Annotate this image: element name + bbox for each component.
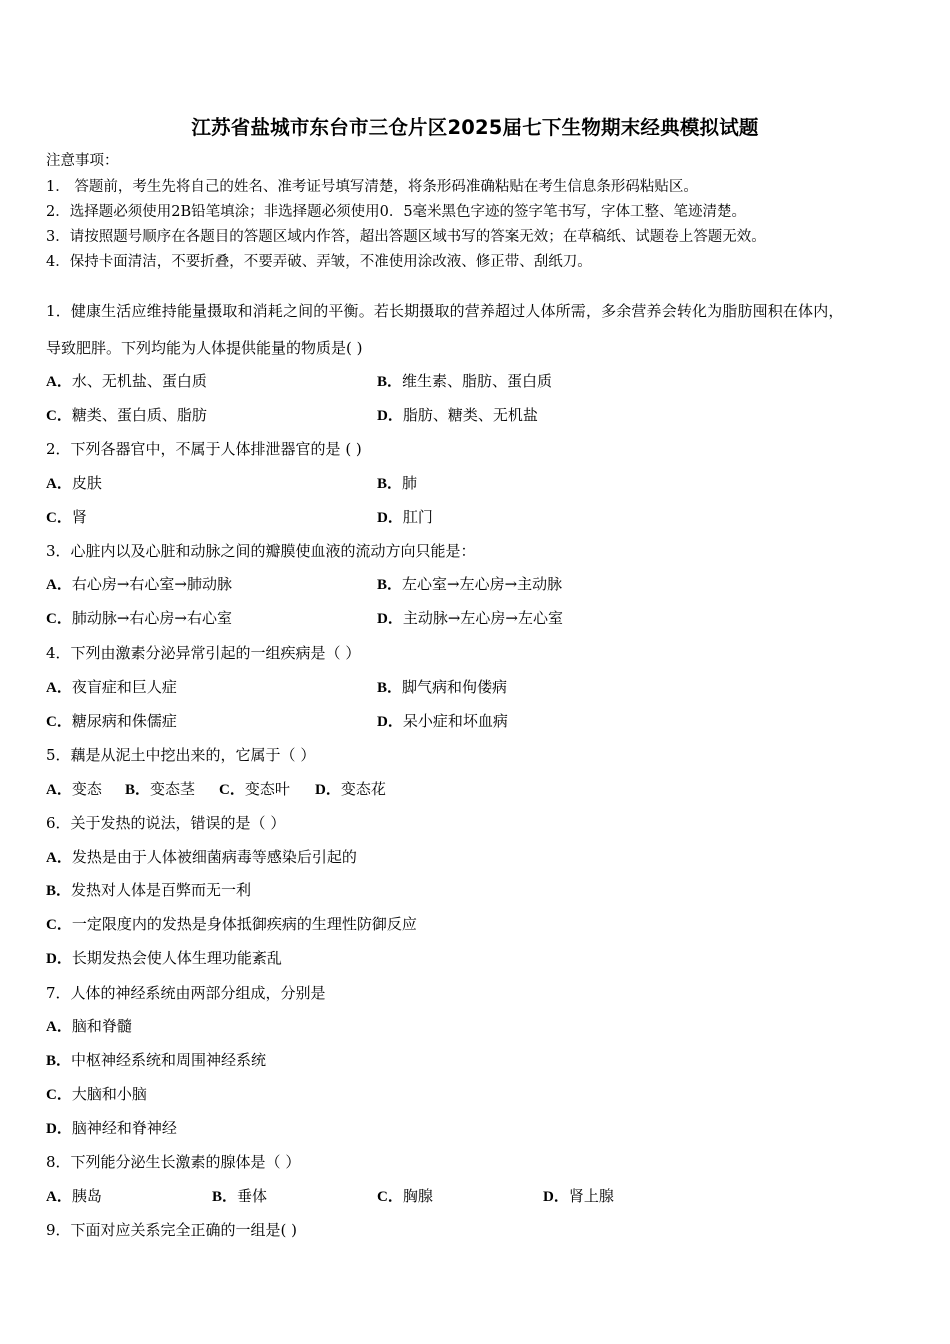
question-2-option-d: D．肛门	[377, 508, 433, 526]
question-2-option-a: A．皮肤	[46, 474, 102, 492]
question-3-stem: 3．心脏内以及心脏和动脉之间的瓣膜使血液的流动方向只能是：	[46, 542, 476, 560]
question-5-option-c: C．变态叶	[219, 780, 290, 798]
question-2-stem: 2．下列各器官中，不属于人体排泄器官的是 ( )	[46, 440, 362, 458]
question-6-option-d: D．长期发热会使人体生理功能紊乱	[46, 949, 282, 967]
question-4-option-b: B．脚气病和佝偻病	[377, 678, 508, 696]
question-7-option-a: A．脑和脊髓	[46, 1017, 132, 1035]
question-5-stem: 5．藕是从泥土中挖出来的，它属于（ ）	[46, 746, 316, 764]
question-7-stem: 7．人体的神经系统由两部分组成，分别是	[46, 984, 326, 1002]
question-2-option-c: C．肾	[46, 508, 87, 526]
question-6-option-a: A．发热是由于人体被细菌病毒等感染后引起的	[46, 848, 357, 866]
question-3-option-c: C．肺动脉→右心房→右心室	[46, 609, 232, 627]
question-6-stem: 6．关于发热的说法，错误的是（ ）	[46, 814, 286, 832]
question-6-option-b: B．发热对人体是百弊而无一利	[46, 881, 252, 899]
question-6-option-c: C．一定限度内的发热是身体抵御疾病的生理性防御反应	[46, 915, 417, 933]
question-8-option-a: A．胰岛	[46, 1187, 102, 1205]
question-8-option-b: B．垂体	[212, 1187, 268, 1205]
question-8-stem: 8．下列能分泌生长激素的腺体是（ ）	[46, 1153, 301, 1171]
question-8-option-d: D．肾上腺	[543, 1187, 614, 1205]
question-4-stem: 4．下列由激素分泌异常引起的一组疾病是（ ）	[46, 644, 361, 662]
question-1-option-c: C．糖类、蛋白质、脂肪	[46, 406, 207, 424]
question-2-option-b: B．肺	[377, 474, 418, 492]
question-1-option-a: A．水、无机盐、蛋白质	[46, 372, 207, 390]
question-5-option-a: A．变态	[46, 780, 102, 798]
notice-item: 2．选择题必须使用2B铅笔填涂；非选择题必须使用0．5毫米黑色字迹的签字笔书写，字体工整、笔迹清楚。	[46, 204, 747, 220]
page-title: 江苏省盐城市东台市三仓片区2025届七下生物期末经典模拟试题	[191, 116, 759, 139]
question-4-option-a: A．夜盲症和巨人症	[46, 678, 177, 696]
question-7-option-d: D．脑神经和脊神经	[46, 1119, 177, 1137]
question-5-option-b: B．变态茎	[125, 780, 196, 798]
question-1-option-d: D．脂肪、糖类、无机盐	[377, 406, 538, 424]
question-1-option-b: B．维生素、脂肪、蛋白质	[377, 372, 553, 390]
question-1-stem-line1: 1．健康生活应维持能量摄取和消耗之间的平衡。若长期摄取的营养超过人体所需，多余营养会转化为脂肪囤积在体内，	[46, 302, 844, 320]
question-3-option-d: D．主动脉→左心房→左心室	[377, 609, 563, 627]
question-4-option-c: C．糖尿病和侏儒症	[46, 712, 177, 730]
question-8-option-c: C．胸腺	[377, 1187, 433, 1205]
notice-item: 3．请按照题号顺序在各题目的答题区域内作答，超出答题区域书写的答案无效；在草稿纸、试题卷上答题无效。	[46, 229, 766, 245]
question-5-option-d: D．变态花	[315, 780, 386, 798]
question-7-option-b: B．中枢神经系统和周围神经系统	[46, 1051, 267, 1069]
question-4-option-d: D．呆小症和坏血病	[377, 712, 508, 730]
notice-item: 4．保持卡面清洁，不要折叠，不要弄破、弄皱，不准使用涂改液、修正带、刮纸刀。	[46, 254, 592, 270]
question-9-stem: 9．下面对应关系完全正确的一组是( )	[46, 1221, 298, 1239]
notice-item: 1． 答题前，考生先将自己的姓名、准考证号填写清楚，将条形码准确粘贴在考生信息条形码粘贴区。	[46, 179, 698, 195]
question-3-option-b: B．左心室→左心房→主动脉	[377, 575, 563, 593]
question-1-stem-line2: 导致肥胖。下列均能为人体提供能量的物质是( )	[46, 339, 363, 357]
notice-heading: 注意事项：	[46, 153, 119, 169]
question-7-option-c: C．大脑和小脑	[46, 1085, 147, 1103]
question-3-option-a: A．右心房→右心室→肺动脉	[46, 575, 232, 593]
